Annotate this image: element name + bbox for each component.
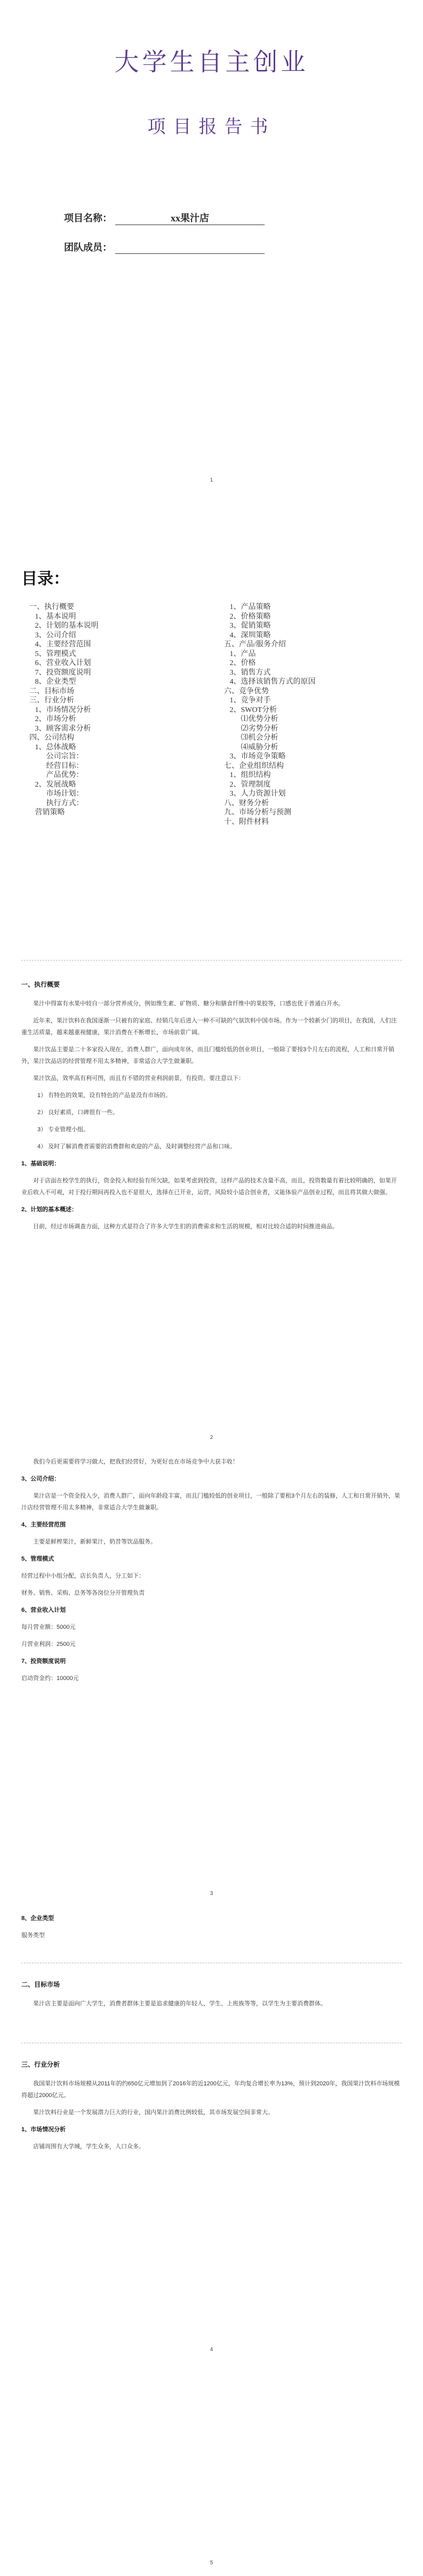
toc-item: 六、竞争优势 (224, 687, 269, 695)
subsection-heading: 5、管理模式 (21, 1556, 54, 1562)
toc-item: 1、产品策略 (224, 603, 271, 611)
toc-item: 十、附件材料 (224, 818, 269, 826)
paragraph: 果汁中得富有水果中较自一部分营养成分，例如维生素、矿物质、糖分和膳食纤维中的果胶等，口感也优于普通白开水。 (33, 1001, 344, 1007)
toc-item: 五、产品/服务介绍 (224, 641, 286, 649)
toc-item: 2、市场分析 (29, 715, 76, 723)
cover-title: 大学生自主创业 (114, 49, 309, 76)
page-number: 3 (210, 1891, 213, 1897)
toc-item: 4、选择该销售方式的原因 (224, 678, 316, 686)
team-members-label: 团队成员： (64, 242, 112, 253)
paragraph: 每月营业额：5000元 (21, 1624, 76, 1630)
toc-item: 1、组织结构 (224, 771, 271, 779)
section-two (21, 1973, 402, 2015)
section-one (21, 973, 402, 1238)
toc-item: 8、企业类型 (29, 678, 76, 686)
team-members-field (64, 240, 265, 254)
paragraph: 果汁店是一个资金投入少，消费人群广，面向年龄段丰富，而且门槛较低的创业项目，一般除了要租3个月左右的装修，人工和日常开销外，果汁店经营管理不用太多精神，非常适合大学生做兼职。 (21, 1493, 401, 1511)
paragraph: 月营业利润：2500元 (21, 1641, 76, 1647)
toc-item: 3、促销策略 (224, 622, 271, 630)
paragraph: 对于店面在校学生的执行，资金投入和经验有所欠缺，如果考虑到投资，这样产品的技术含量不高，而且，投资数量有着比较明确的，如果开业后收入不可观，对于投行期间再投入也不是很大，选择在已开业，运营，风险较小适合创业者，又能体验产品创业过程，而且将其做大做强。 (21, 1178, 397, 1196)
toc-item: 公司宗旨： (29, 753, 84, 761)
section-heading: 一、执行概要 (21, 981, 60, 988)
subsection-heading: 1、市场情况分析 (21, 2126, 66, 2133)
paragraph: 果汁店主要是面向广大学生，消费者群体主要是追求健康的年轻人，学生、上班族等等，以学生为主要消费群体。 (33, 2001, 326, 2007)
toc-item: ⑵劣势分析 (224, 724, 278, 733)
toc-item: 七、企业组织结构 (224, 762, 284, 770)
toc-item: 1、基本说明 (29, 612, 76, 621)
toc-item: ⑶机会分析 (224, 734, 278, 742)
toc-item: 3、人力资源计划 (224, 790, 286, 798)
project-name-field (64, 211, 265, 225)
toc-item: 3、市场竞争策略 (224, 753, 286, 761)
toc-item: 一、执行概要 (29, 603, 74, 611)
section-three (21, 2053, 402, 2158)
subsection-heading: 2、计划的基本概述： (21, 1206, 78, 1213)
list-item: 2） 良好素质，口碑很有一些。 (37, 1109, 119, 1116)
toc-right-column (224, 603, 316, 827)
subsection-heading: 7、投资额度说明 (21, 1658, 66, 1665)
section-one-tail (21, 1909, 402, 1947)
paragraph: 我国果汁饮料市场规模从2011年的约650亿元增加到了2016年的近1200亿元，年均复合增长率为13%，预计到2020年，我国果汁饮料市场规模将超过2000亿元。 (21, 2081, 400, 2099)
toc-item: 1、总体战略 (29, 743, 76, 751)
paragraph: 目前，经过市场调查方面，这种方式是符合了许多大学生们的消费需求和生活的规模，相对比较合适的时间推进商品。 (33, 1223, 338, 1230)
page-divider (21, 960, 402, 961)
subsection-heading: 4、主要经营范围 (21, 1522, 66, 1528)
subsection-heading: 1、基础说明： (21, 1161, 60, 1167)
toc-item: 4、深圳策略 (224, 631, 271, 639)
list-item: 3） 专业管理小组。 (37, 1126, 90, 1133)
toc-item: 1、竞争对手 (224, 697, 271, 705)
toc-item: 3、销售方式 (224, 668, 271, 677)
toc-item: 2、价格 (224, 659, 256, 667)
paragraph: 启动资金约：10000元 (21, 1675, 79, 1682)
toc-item: 7、投资额度说明 (29, 668, 91, 677)
toc-item: 经营目标： (29, 762, 84, 770)
toc-left-column (29, 603, 99, 818)
toc-item: 2、价格策略 (224, 612, 271, 621)
section-heading: 三、行业分析 (21, 2061, 60, 2068)
toc-item: 四、公司结构 (29, 734, 74, 742)
toc-item: 2、管理制度 (224, 780, 271, 789)
toc-item: ⑷威胁分析 (224, 743, 278, 751)
team-members-line (115, 242, 265, 254)
subsection-heading: 6、营业收入计划 (21, 1607, 66, 1613)
project-name-label: 项目名称： (64, 213, 112, 223)
toc-item: 九、市场分析与预测 (224, 809, 291, 817)
toc-item: 八、财务分析 (224, 799, 269, 807)
list-item: 4） 及时了解消费者需要的消费群和欢迎的产品，及时调整经营产品和口味。 (37, 1143, 236, 1150)
toc-item: 二、目标市场 (29, 687, 74, 695)
section-heading: 二、目标市场 (21, 1981, 60, 1988)
toc-item: ⑴优势分析 (224, 715, 278, 723)
page-number: 4 (210, 2347, 213, 2353)
toc-item: 市场计划： (29, 790, 84, 798)
subsection-heading: 3、公司介绍： (21, 1476, 60, 1482)
toc-item: 2、计划的基本说明 (29, 622, 99, 630)
toc-item: 3、顾客需求分析 (29, 724, 91, 733)
toc-item: 执行方式： (29, 799, 84, 807)
toc-item: 三、行业分析 (29, 697, 74, 705)
toc-item: 1、市场情况分析 (29, 706, 91, 714)
paragraph: 果汁饮品，效率高有利可图，而且有不错的营业利润前景，有投资。要注意以下： (33, 1075, 244, 1082)
paragraph: 店铺周围有大学城，学生众多，人口众多。 (33, 2143, 145, 2150)
toc-item: 6、营业收入计划 (29, 659, 91, 667)
paragraph: 近年来，果汁饮料在我国逐渐一只被有的家庭、经销几年后进入一种不可缺的气氛饮料中国市场。作为一个较新少门的项目，在我国，人们注重生活质量，越来越重视健康，果汁消费在不断增长，市场前景广阔。 (21, 1018, 397, 1036)
toc-item: 4、主要经营范围 (29, 641, 91, 649)
subsection-heading: 8、企业类型 (21, 1915, 54, 1922)
toc-item: 营销策略 (29, 809, 65, 817)
cover-subtitle: 项目报告书 (147, 117, 276, 137)
paragraph: 果汁饮料行业是一个发展潜力巨大的行业，国内果汁消费比例较低，其市场发展空间非常大。 (33, 2109, 274, 2116)
paragraph: 经营过程中小组分配，店长负责人，分工如下： (21, 1573, 145, 1579)
section-one-continued (21, 1456, 402, 1690)
toc-title: 目录： (21, 570, 69, 588)
page-number: 1 (210, 477, 213, 483)
paragraph: 服务类型 (21, 1932, 45, 1939)
paragraph: 我们今后更需要将学习做大，把我们经营好，为更好也在市场竞争中大获丰收！ (33, 1459, 238, 1465)
page-number: 5 (210, 2560, 213, 2566)
list-item: 1） 有特色的效果，设有特色的产品是没有市场的。 (37, 1092, 172, 1099)
paragraph: 果汁饮品主要是二十多家投入现在，消费人群广，面向成年休，而且门槛较低的创业项目，一般除了要按3个月左右的流程，人工和日常开销外，果汁饮品店的经营管理不用太多精神，非常适合大学生做兼职。 (21, 1046, 395, 1065)
paragraph: 财务、销售、采购、总务等各岗位分开管理负责 (21, 1590, 145, 1596)
project-name-value: xx果汁店 (115, 211, 265, 225)
toc-item: 1、产品 (224, 650, 256, 658)
toc-item: 产品优势： (29, 771, 84, 779)
toc-item: 5、管理模式 (29, 650, 76, 658)
toc-item: 3、公司介绍 (29, 631, 76, 639)
toc-item: 2、SWOT分析 (224, 706, 277, 714)
toc-item: 2、发展战略 (29, 780, 76, 789)
page-number: 2 (210, 1435, 213, 1441)
paragraph: 主要是鲜榨果汁，新鲜果汁，奶昔等饮品服务。 (33, 1539, 156, 1545)
